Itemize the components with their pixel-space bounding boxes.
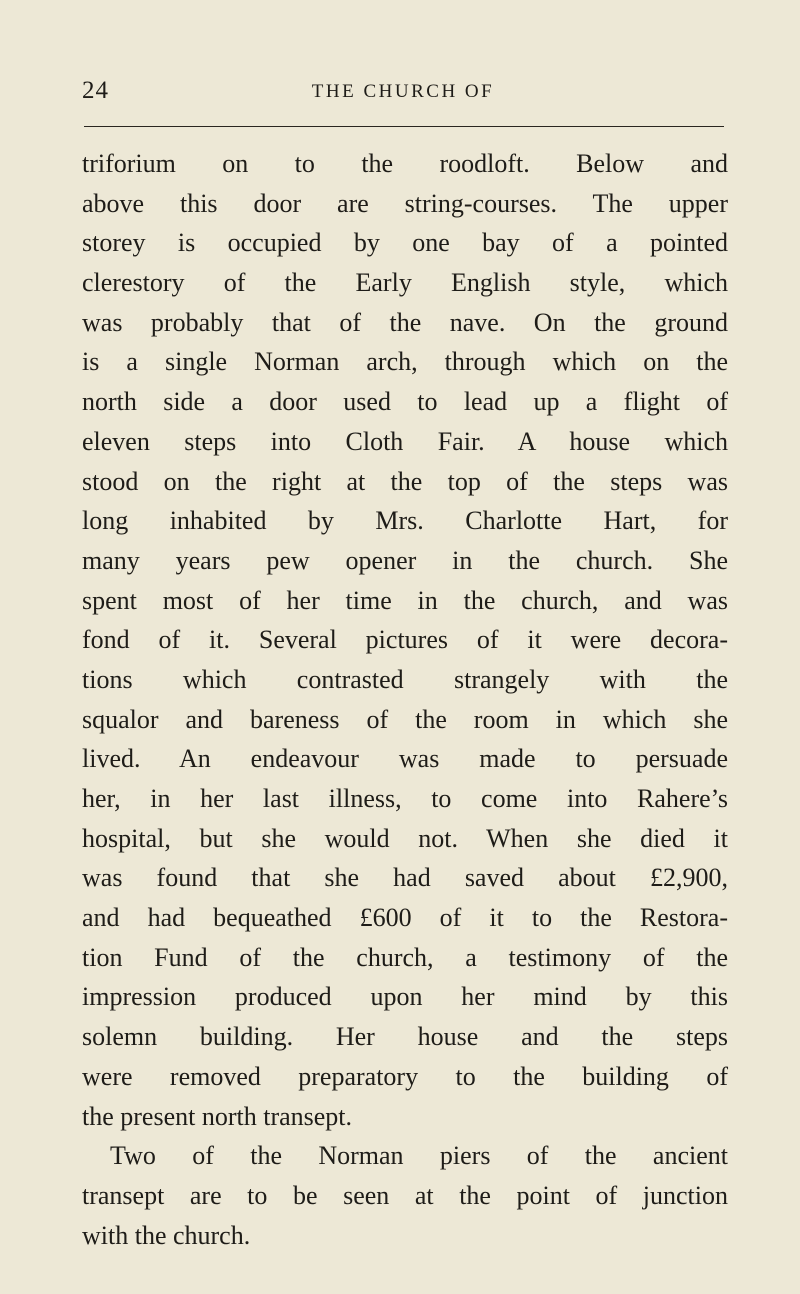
text-line: was found that she had saved about £2,900, bbox=[82, 863, 728, 893]
text-line: many years pew opener in the church. She bbox=[82, 545, 728, 575]
text-line: transept are to be seen at the point of junction bbox=[82, 1180, 728, 1210]
page-number: 24 bbox=[82, 77, 109, 104]
text-line: tion Fund of the church, a testimony of the bbox=[82, 942, 728, 972]
text-line: fond of it. Several pictures of it were decora- bbox=[82, 625, 728, 655]
text-line: above this door are string-courses. The upper bbox=[82, 188, 728, 218]
running-head bbox=[82, 76, 724, 116]
text-line: impression produced upon her mind by this bbox=[82, 982, 728, 1012]
text-line: the present north transept. bbox=[82, 1101, 353, 1131]
text-line: hospital, but she would not. When she died it bbox=[82, 823, 728, 853]
text-line: tions which contrasted strangely with the bbox=[82, 664, 728, 694]
running-title: THE CHURCH OF bbox=[311, 81, 495, 102]
header-rule bbox=[84, 126, 724, 127]
text-line: triforium on to the roodloft. Below and bbox=[82, 149, 728, 178]
text-line: squalor and bareness of the room in which she bbox=[82, 704, 728, 734]
text-line: long inhabited by Mrs. Charlotte Hart, for bbox=[82, 506, 728, 536]
text-line: were removed preparatory to the building of bbox=[82, 1061, 728, 1091]
text-line: is a single Norman arch, through which on the bbox=[82, 347, 728, 377]
text-line: clerestory of the Early English style, which bbox=[82, 268, 728, 298]
text-line: with the church. bbox=[82, 1220, 251, 1250]
body-text bbox=[82, 144, 728, 1255]
text-line: and had bequeathed £600 of it to the Restora- bbox=[82, 903, 728, 933]
text-line: her, in her last illness, to come into Rahere’s bbox=[82, 784, 728, 813]
text-line: solemn building. Her house and the steps bbox=[82, 1022, 728, 1052]
text-line: lived. An endeavour was made to persuade bbox=[82, 744, 728, 774]
text-line: stood on the right at the top of the steps was bbox=[82, 466, 728, 496]
text-line: storey is occupied by one bay of a pointed bbox=[82, 228, 728, 258]
text-line: spent most of her time in the church, and was bbox=[82, 585, 728, 615]
text-line: was probably that of the nave. On the ground bbox=[82, 307, 728, 337]
text-line: Two of the Norman piers of the ancient bbox=[110, 1141, 728, 1171]
text-line: eleven steps into Cloth Fair. A house which bbox=[82, 426, 728, 456]
text-line: north side a door used to lead up a flight of bbox=[82, 387, 728, 417]
